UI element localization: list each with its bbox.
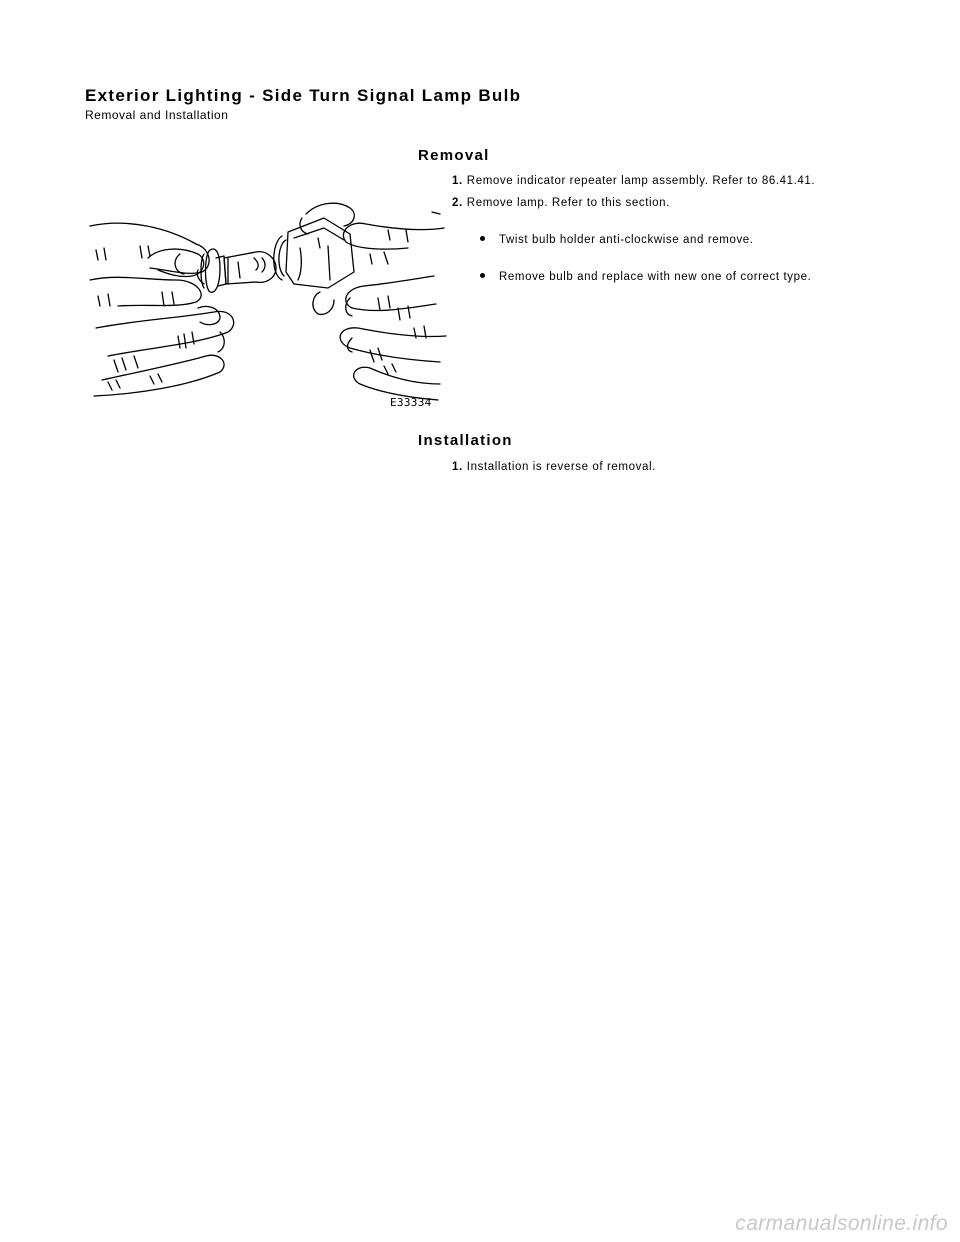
hands-bulb-holder-illustration — [88, 188, 448, 413]
step-number: 2. — [452, 197, 463, 209]
removal-step-2 — [452, 197, 670, 209]
step-text: Installation is reverse of removal. — [466, 461, 656, 473]
step-number: 1. — [452, 175, 463, 187]
removal-heading: Removal — [418, 147, 490, 164]
bullet-text: Remove bulb and replace with new one of correct type. — [499, 271, 812, 283]
bullet-dot-icon — [480, 236, 485, 241]
watermark: carmanualsonline.info — [735, 1212, 948, 1235]
step-text: Remove indicator repeater lamp assembly. Refer to 86.41.41. — [466, 175, 816, 187]
installation-heading: Installation — [418, 432, 513, 449]
removal-bullet-2 — [480, 271, 811, 283]
figure-label: E33334 — [390, 396, 432, 409]
bullet-dot-icon — [480, 273, 485, 278]
page-title: Exterior Lighting - Side Turn Signal Lamp Bulb — [85, 86, 522, 105]
removal-bullet-1 — [480, 234, 754, 246]
removal-step-1 — [452, 175, 815, 187]
step-number: 1. — [452, 461, 463, 473]
bullet-text: Twist bulb holder anti-clockwise and remove. — [499, 234, 754, 246]
installation-step-1 — [452, 461, 656, 473]
page-subtitle: Removal and Installation — [85, 108, 229, 122]
step-text: Remove lamp. Refer to this section. — [466, 197, 670, 209]
